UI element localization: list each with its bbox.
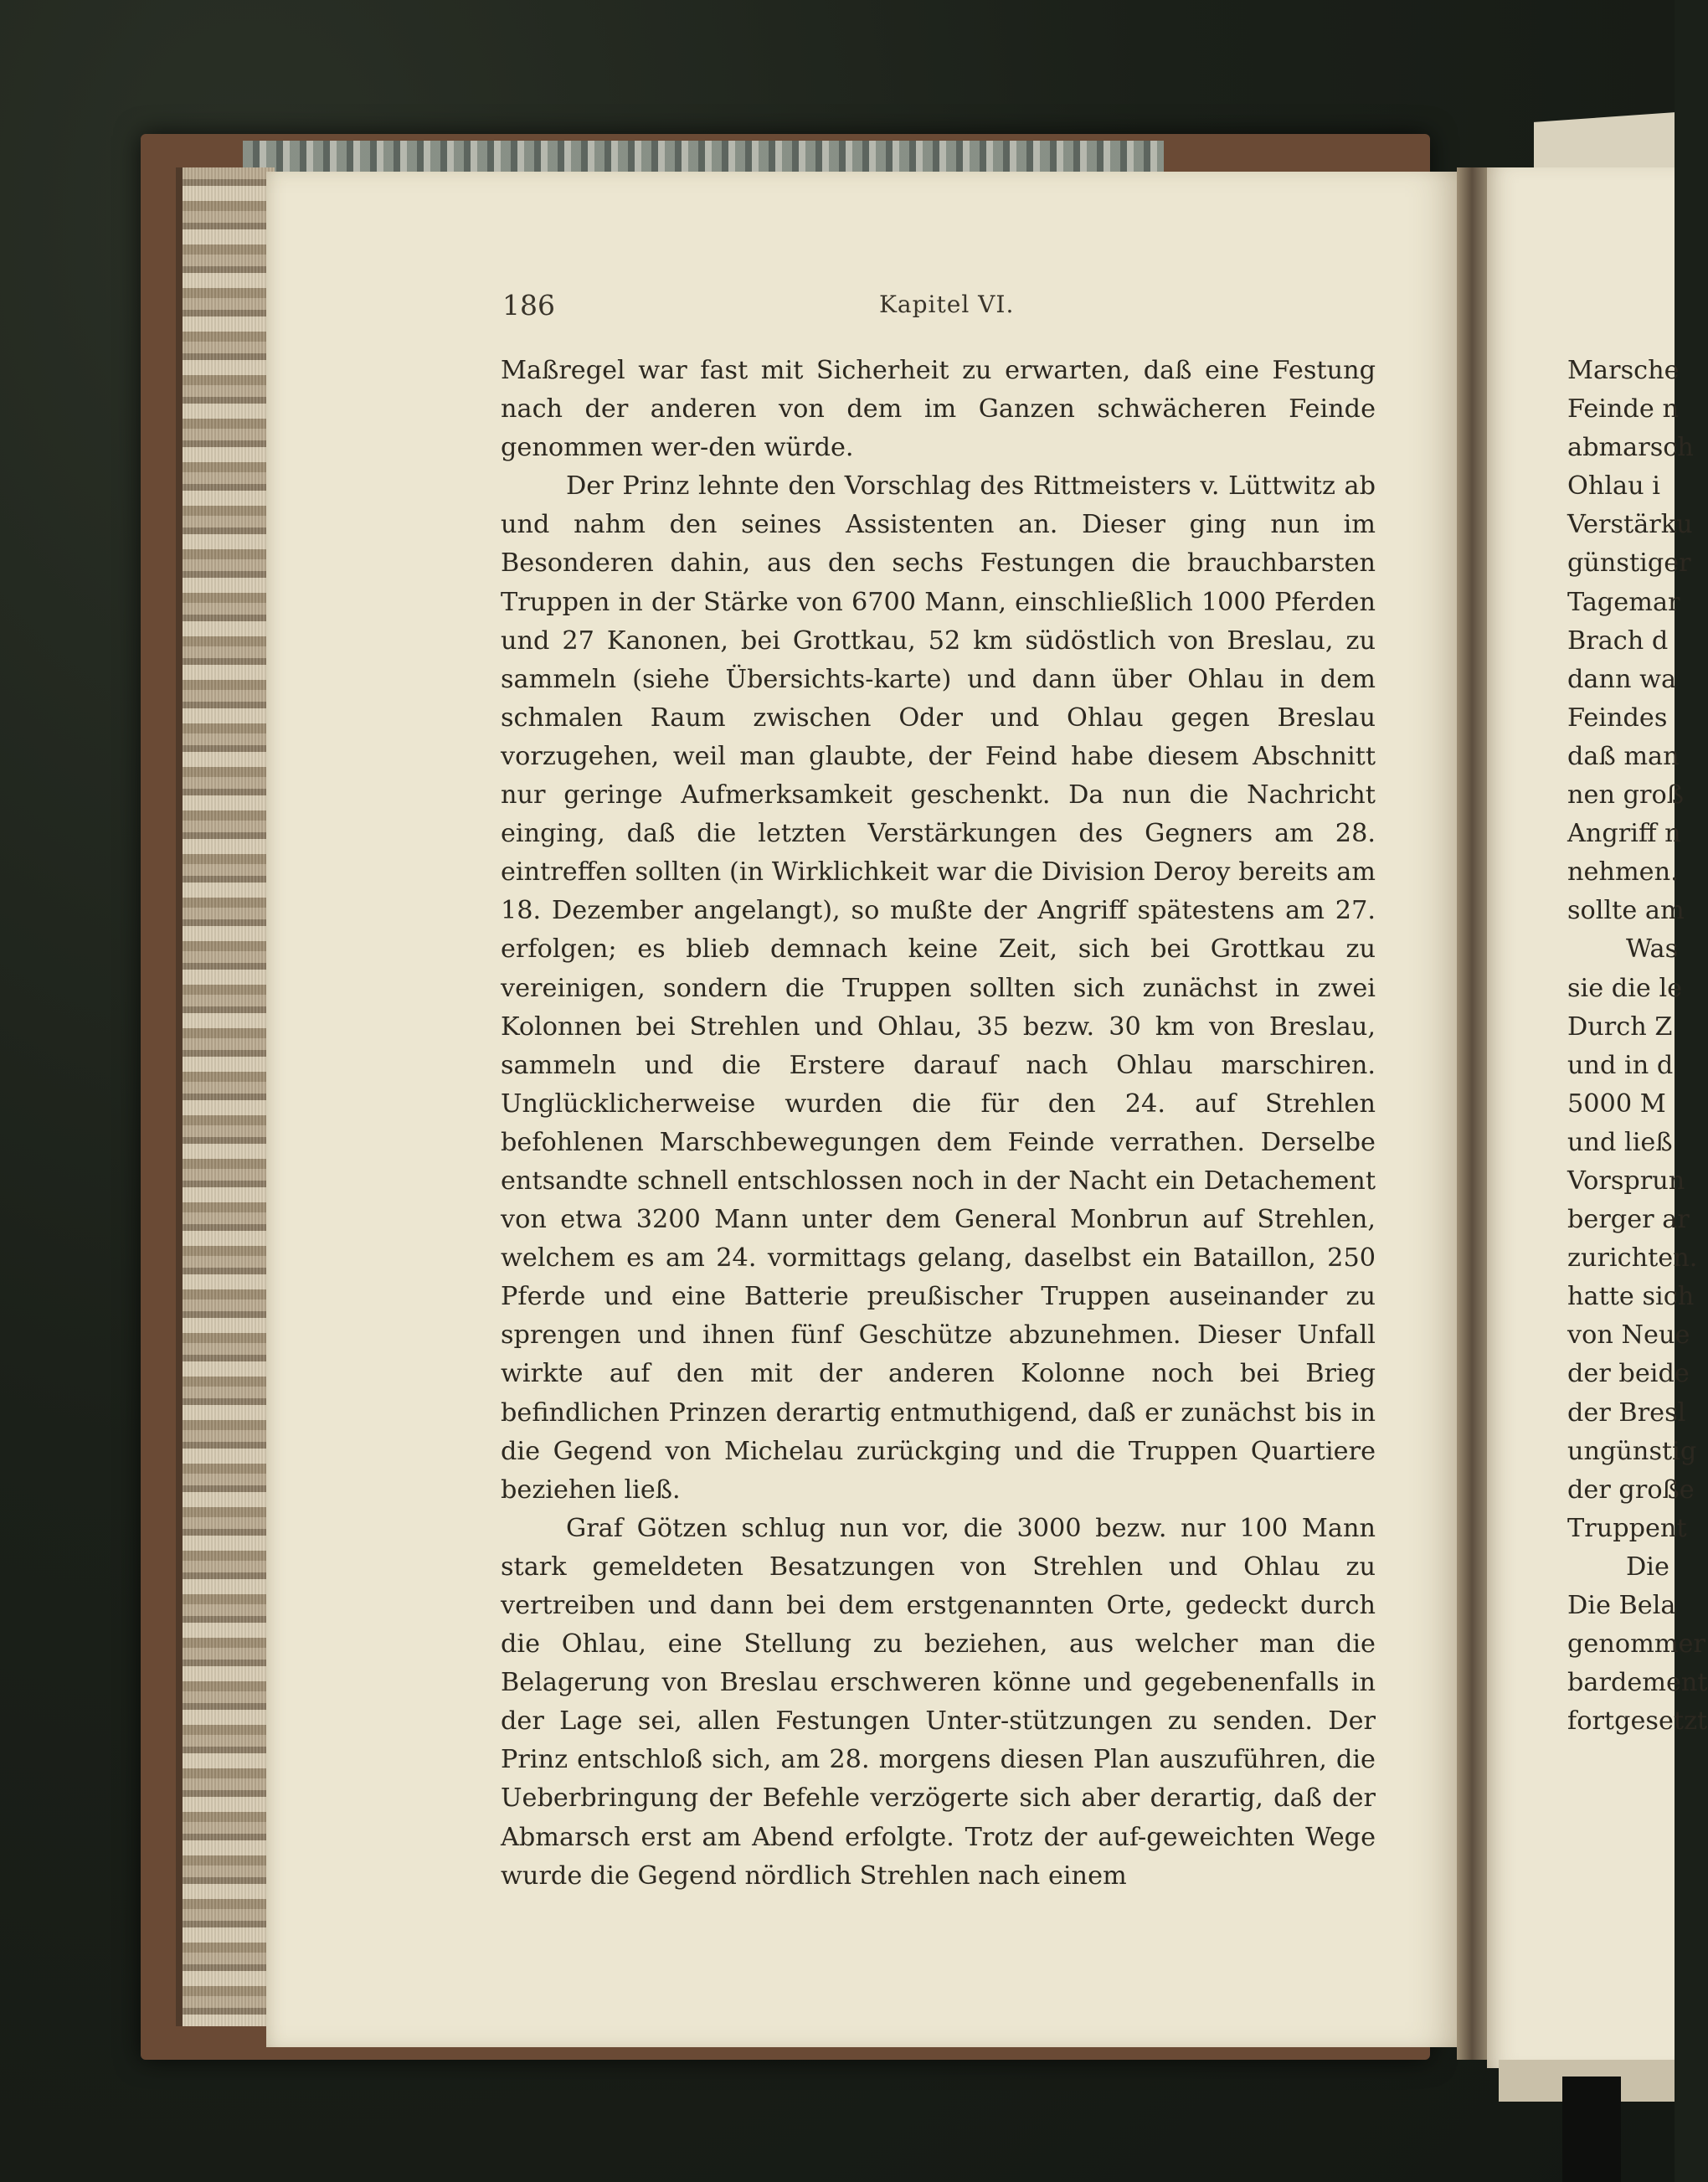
- facing-page-line: Truppent: [1567, 1513, 1687, 1543]
- facing-page-line: ungünstig: [1567, 1436, 1697, 1466]
- facing-page-line: daß man: [1567, 741, 1680, 771]
- facing-page-line: 5000 M: [1567, 1088, 1666, 1119]
- facing-page-line: und ließ: [1567, 1127, 1673, 1157]
- facing-page-line: Die: [1626, 1552, 1669, 1582]
- facing-page-line: Marsche: [1567, 356, 1680, 385]
- facing-page-line: der beide: [1567, 1359, 1690, 1389]
- facing-page-line: von Neue: [1567, 1320, 1690, 1351]
- facing-page-line: hatte sich: [1567, 1282, 1695, 1312]
- facing-page-line: Ohlau i: [1567, 471, 1660, 502]
- book-support-bar: [1562, 2077, 1621, 2182]
- facing-page-line: Durch Z: [1567, 1011, 1673, 1042]
- page-block-edges: [176, 167, 275, 2026]
- facing-page-line: nen groß: [1567, 780, 1684, 811]
- facing-page-line: fortgesetzt: [1567, 1706, 1708, 1737]
- facing-page-line: der große: [1567, 1474, 1695, 1505]
- facing-page-line: sie die le: [1567, 973, 1683, 1003]
- facing-page-line: bardement: [1567, 1668, 1708, 1698]
- facing-page-line: und in d: [1567, 1050, 1674, 1080]
- facing-page-text: [1567, 352, 1708, 1741]
- facing-page-line: genommer: [1567, 1629, 1705, 1660]
- facing-page-line: Feinde n: [1567, 394, 1679, 425]
- paragraph-3: Graf Götzen schlug nun vor, die 3000 bezw. nur 100 Mann stark gemeldeten Besatzungen von Strehlen und Ohlau zu vertreiben und dann bei dem erstgenannten Orte, gedeckt durch die Ohlau, eine Stellung zu beziehen, aus welcher man die Belagerung von Breslau erschweren könne und gegebenenfalls in der Lage sei, allen Festungen Unter-stützungen zu senden. Der Prinz entschloß sich, am 28. morgens diesen Plan auszuführen, die Ueberbringung der Befehle verzögerte sich aber derartig, daß der Abmarsch erst am Abend erfolgte. Trotz der auf-geweichten Wege wurde die Gegend nördlich Strehlen nach einem: [501, 1513, 1376, 1891]
- body-text: [501, 352, 1376, 1896]
- facing-page-line: Vorsprun: [1567, 1166, 1685, 1196]
- facing-page-line: der Bresl: [1567, 1397, 1686, 1428]
- facing-page-line: Die Bela: [1567, 1591, 1676, 1620]
- facing-page-line: sollte am: [1567, 896, 1685, 926]
- facing-page-line: Angriff n: [1567, 819, 1681, 849]
- facing-page-line: Feindes: [1567, 702, 1668, 733]
- facing-page-line: günstiger: [1567, 548, 1691, 579]
- facing-page-line: Was: [1626, 934, 1679, 965]
- running-head: Kapitel VI.: [879, 291, 1015, 318]
- book-gutter: [1457, 167, 1487, 2060]
- facing-page-line: abmarsch: [1567, 433, 1694, 463]
- facing-page-line: dann wa: [1567, 664, 1677, 694]
- paragraph-1: Maßregel war fast mit Sicherheit zu erwarten, daß eine Festung nach der anderen von dem im Ganzen schwächeren Feinde genommen wer-den würde.: [501, 356, 1376, 463]
- facing-page-line: berger ar: [1567, 1205, 1690, 1235]
- facing-page-line: Verstärku: [1567, 510, 1693, 540]
- facing-page-line: zurichten.: [1567, 1243, 1698, 1274]
- facing-page-line: Tagemar: [1567, 587, 1680, 617]
- page-header: [502, 289, 1381, 326]
- paragraph-2: Der Prinz lehnte den Vorschlag des Rittmeisters v. Lüttwitz ab und nahm den seines Assistenten an. Dieser ging nun im Besonderen dahin, aus den sechs Festungen die brauchbarsten Truppen in der Stärke von 6700 Mann, einschließlich 1000 Pferden und 27 Kanonen, bei Grottkau, 52 km südöstlich von Breslau, zu sammeln (siehe Übersichts-karte) und dann über Ohlau in dem schmalen Raum zwischen Oder und Ohlau gegen Breslau vorzugehen, weil man glaubte, der Feind habe diesem Abschnitt nur geringe Aufmerksamkeit geschenkt. Da nun die Nachricht einging, daß die letzten Verstärkungen des Gegners am 28. eintreffen sollten (in Wirklichkeit war die Division Deroy bereits am 18. Dezember angelangt), so mußte der Angriff spätestens am 27. erfolgen; es blieb demnach keine Zeit, sich bei Grottkau zu vereinigen, sondern die Truppen sollten sich zunächst in zwei Kolonnen bei Strehlen und Ohlau, 35 bezw. 30 km von Breslau, sammeln und die Erstere darauf nach Ohlau marschiren. Unglücklicherweise wurden die für den 24. auf Strehlen befohlenen Marschbewegungen dem Feinde verrathen. Derselbe entsandte schnell entschlossen noch in der Nacht ein Detachement von etwa 3200 Mann unter dem General Monbrun auf Strehlen, welchem es am 24. vormittags gelang, daselbst ein Bataillon, 250 Pferde und eine Batterie preußischer Truppen auseinander zu sprengen und ihnen fünf Geschütze abzunehmen. Dieser Unfall wirkte auf den mit der anderen Kolonne noch bei Brieg befindlichen Prinzen derartig entmuthigend, daß er zunächst bis in die Gegend von Michelau zurückging und die Truppen Quartiere beziehen ließ.: [501, 471, 1376, 1505]
- facing-page-line: Brach d: [1567, 625, 1669, 656]
- facing-page-line: nehmen.: [1567, 857, 1679, 888]
- page-number: 186: [502, 289, 555, 322]
